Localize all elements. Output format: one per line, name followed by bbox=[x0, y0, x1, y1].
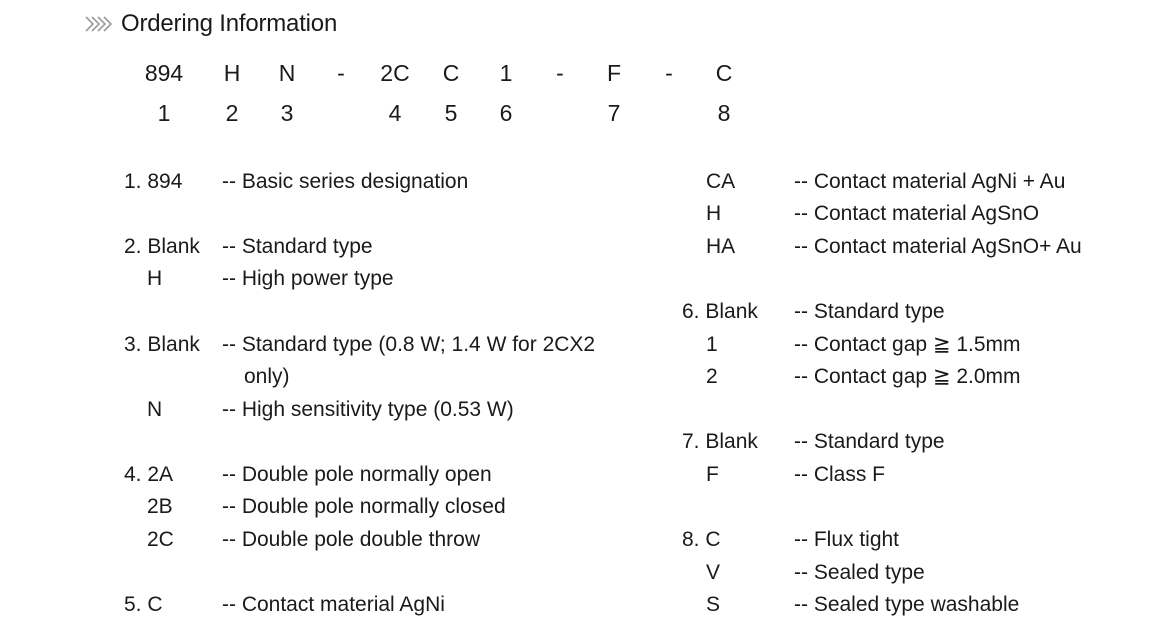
position-number: 5 bbox=[444, 100, 458, 126]
option-key: 1 bbox=[706, 333, 718, 356]
option-key: F bbox=[706, 463, 719, 486]
option-desc: -- Contact gap ≧ 1.5mm bbox=[794, 333, 1021, 356]
option-key: H bbox=[706, 202, 722, 225]
option-desc: -- Standard type (0.8 W; 1.4 W for 2CX2 bbox=[222, 333, 596, 356]
option-desc: -- Contact gap ≧ 2.0mm bbox=[794, 365, 1021, 388]
code-part: 894 bbox=[144, 60, 184, 86]
option-desc: -- Double pole normally open bbox=[222, 463, 492, 486]
option-key: 8. C bbox=[682, 528, 721, 551]
code-part: 1 bbox=[499, 60, 513, 86]
option-key: HA bbox=[706, 235, 736, 258]
option-key: H bbox=[147, 267, 163, 290]
option-desc: -- Contact material AgSnO+ Au bbox=[794, 235, 1082, 258]
code-part: H bbox=[223, 60, 241, 86]
option-key: 7. Blank bbox=[682, 430, 758, 453]
position-numbers bbox=[0, 100, 1150, 130]
option-desc: -- Standard type bbox=[794, 430, 945, 453]
option-key: 3. Blank bbox=[124, 333, 200, 356]
option-desc: -- Contact material AgNi + Au bbox=[794, 170, 1066, 193]
position-number: 1 bbox=[157, 100, 171, 126]
option-key: 4. 2A bbox=[124, 463, 174, 486]
double-chevron-right-icon bbox=[84, 14, 118, 34]
position-number: 3 bbox=[280, 100, 294, 126]
option-desc: -- Contact material AgNi bbox=[222, 593, 445, 616]
position-number: 2 bbox=[225, 100, 239, 126]
option-key: 5. C bbox=[124, 593, 163, 616]
option-desc: -- Class F bbox=[794, 463, 885, 486]
position-number: 4 bbox=[388, 100, 402, 126]
option-key: V bbox=[706, 561, 721, 584]
option-desc: -- Flux tight bbox=[794, 528, 900, 551]
option-desc: -- Sealed type bbox=[794, 561, 925, 584]
option-key: 2B bbox=[147, 495, 173, 518]
option-desc: -- High sensitivity type (0.53 W) bbox=[222, 398, 514, 421]
option-key: S bbox=[706, 593, 721, 616]
option-key: 2C bbox=[147, 528, 174, 551]
position-number: 6 bbox=[499, 100, 513, 126]
option-desc: -- High power type bbox=[222, 267, 394, 290]
ordering-code bbox=[0, 60, 1150, 90]
section-title: Ordering Information bbox=[121, 10, 338, 37]
option-key: 2. Blank bbox=[124, 235, 200, 258]
option-desc: -- Standard type bbox=[222, 235, 373, 258]
option-desc: -- Standard type bbox=[794, 300, 945, 323]
position-number: 7 bbox=[607, 100, 621, 126]
option-key: CA bbox=[706, 170, 736, 193]
code-part: N bbox=[278, 60, 296, 86]
option-desc: -- Basic series designation bbox=[222, 170, 469, 193]
code-separator: - bbox=[665, 60, 673, 86]
option-key: 2 bbox=[706, 365, 718, 388]
option-key: 6. Blank bbox=[682, 300, 758, 323]
option-desc: -- Sealed type washable bbox=[794, 593, 1020, 616]
option-key: 1. 894 bbox=[124, 170, 183, 193]
position-number: 8 bbox=[717, 100, 731, 126]
code-part: C bbox=[442, 60, 460, 86]
option-desc: -- Contact material AgSnO bbox=[794, 202, 1040, 225]
code-part: C bbox=[715, 60, 733, 86]
option-desc: -- Double pole normally closed bbox=[222, 495, 506, 518]
option-desc-continued: only) bbox=[244, 365, 290, 388]
code-part: F bbox=[606, 60, 622, 86]
code-part: 2C bbox=[380, 60, 410, 86]
section-heading bbox=[84, 8, 337, 40]
code-separator: - bbox=[337, 60, 345, 86]
option-desc: -- Double pole double throw bbox=[222, 528, 480, 551]
option-key: N bbox=[147, 398, 163, 421]
code-separator: - bbox=[556, 60, 564, 86]
